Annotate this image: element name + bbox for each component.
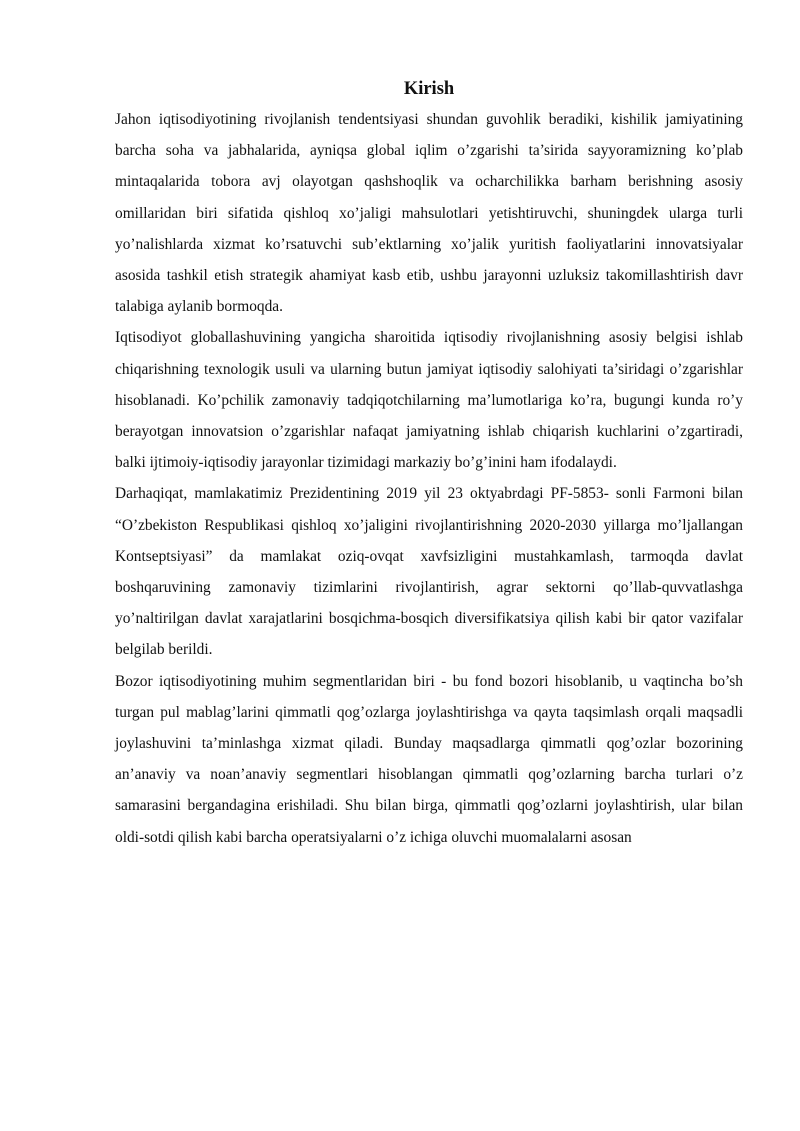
paragraph-presidential-decree: Darhaqiqat, mamlakatimiz Prezidentining 2019 yil 23 oktyabrdagi PF-5853- sonli Farmoni bilan “O’zbekiston Respublikasi qishloq xo’jaligini rivojlantirishning 2020-2030 yillarga mo’ljallangan Kontseptsiyasi” da mamlakat oziq-ovqat xavfsizligini mustahkamlash, tarmoqda davlat boshqaruvining zamonaviy tizimlarini rivojlantirish, agrar sektorni qo’llab-quvvatlashga yo’naltirilgan davlat xarajatlarini bosqichma-bosqich diversifikatsiya qilish kabi bir qator vazifalar belgilab berildi. (115, 485, 743, 659)
document-body (115, 76, 743, 853)
paragraph-securities-market: Bozor iqtisodiyotining muhim segmentlaridan biri - bu fond bozori hisoblanib, u vaqtincha bo’sh turgan pul mablag’larini qimmatli qog’ozlarga joylashtirishga va qayta taqsimlash orqali maqsadli joylashuvini ta’minlashga xizmat qiladi. Bunday maqsadlarga qimmatli qog’ozlar bozorining an’anaviy va noan’anaviy segmentlari hisoblangan qimmatli qog’ozlarning barcha turlari o’z samarasini bergandagina erishiladi. Shu bilan birga, qimmatli qog’ozlarni joylashtirish, ular bilan oldi-sotdi qilish kabi barcha operatsiyalarni o’z ichiga oluvchi muomalalarni asosan (115, 672, 743, 846)
page-title: Kirish (403, 79, 455, 99)
paragraph-globalization: Iqtisodiyot globallashuvining yangicha sharoitida iqtisodiy rivojlanishning asosiy belgisi ishlab chiqarishning texnologik usuli va ularning butun jamiyat iqtisodiy salohiyati ta’siridagi o’zgarishlar hisoblanadi. Ko’pchilik zamonaviy tadqiqotchilarning ma’lumotlariga ko’ra, bugungi kunda ro’y berayotgan innovatsion o’zgarishlar nafaqat jamiyatning ishlab chiqarish kuchlarini o’zgartiradi, balki ijtimoiy-iqtisodiy jarayonlar tizimidagi markaziy bo’g’inini ham ifodalaydi. (115, 329, 743, 472)
paragraph-intro: Jahon iqtisodiyotining rivojlanish tendentsiyasi shundan guvohlik beradiki, kishilik jamiyatining barcha soha va jabhalarida, ayniqsa global iqlim o’zgarishi ta’sirida sayyoramizning ko’plab mintaqalarida tobora avj olayotgan qashshoqlik va ocharchilikka barham berishning asosiy omillaridan biri sifatida qishloq xo’jaligi mahsulotlari yetishtiruvchi, shuningdek ularga turli yo’nalishlarda xizmat ko’rsatuvchi sub’ektlarning xo’jalik yuritish faoliyatlarini innovatsiyalar asosida tashkil etish strategik ahamiyat kasb etib, ushbu jarayonni uzluksiz takomillashtirish davr talabiga aylanib bormoqda. (115, 111, 743, 316)
